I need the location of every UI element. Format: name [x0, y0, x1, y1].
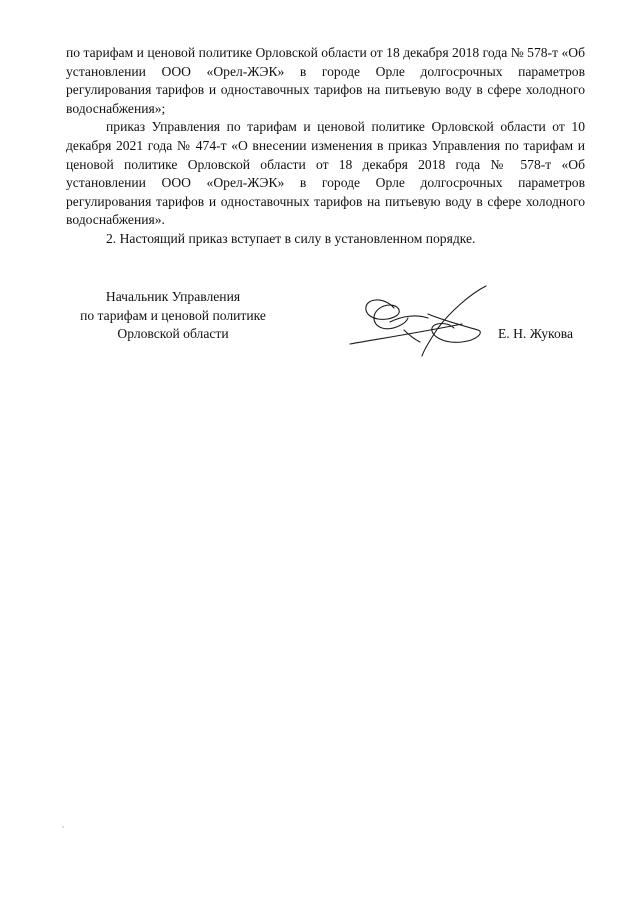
signer-name: Е. Н. Жукова [498, 326, 574, 341]
scan-artifact [62, 826, 64, 828]
handwritten-signature [344, 284, 494, 360]
paragraph-continuation: по тарифам и ценовой политике Орловской области от 18 декабря 2018 года № 578-т «Об установлении ООО «Орел-ЖЭК» в городе Орле долгосрочных параметров регулирования тарифов и одноставочных тарифов на питьевую воду в сфере холодного водоснабжения»; [66, 45, 585, 116]
document-body [66, 44, 585, 249]
signer-position [60, 288, 286, 344]
signer-position-line: по тарифам и ценовой политике [80, 307, 266, 323]
signer-position-line: Начальник Управления [105, 289, 241, 304]
paragraph-effective-date: 2. Настоящий приказ вступает в силу в установленном порядке. [106, 230, 476, 246]
signer-position-line: Орловской области [117, 326, 229, 342]
paragraph-order-amendment: приказ Управления по тарифам и ценовой политике Орловской области от 10 декабря 2021 года № 474-т «О внесении изменения в приказ Управления по тарифам и ценовой политике Орловской области от 18 декабря 2018 года № 578-т «Об установлении ООО «Орел-ЖЭК» в городе Орле долгосрочных параметров регулирования тарифов и одноставочных тарифов на питьевую воду в сфере холодного водоснабжения». [66, 119, 585, 228]
signature-block [0, 288, 640, 368]
